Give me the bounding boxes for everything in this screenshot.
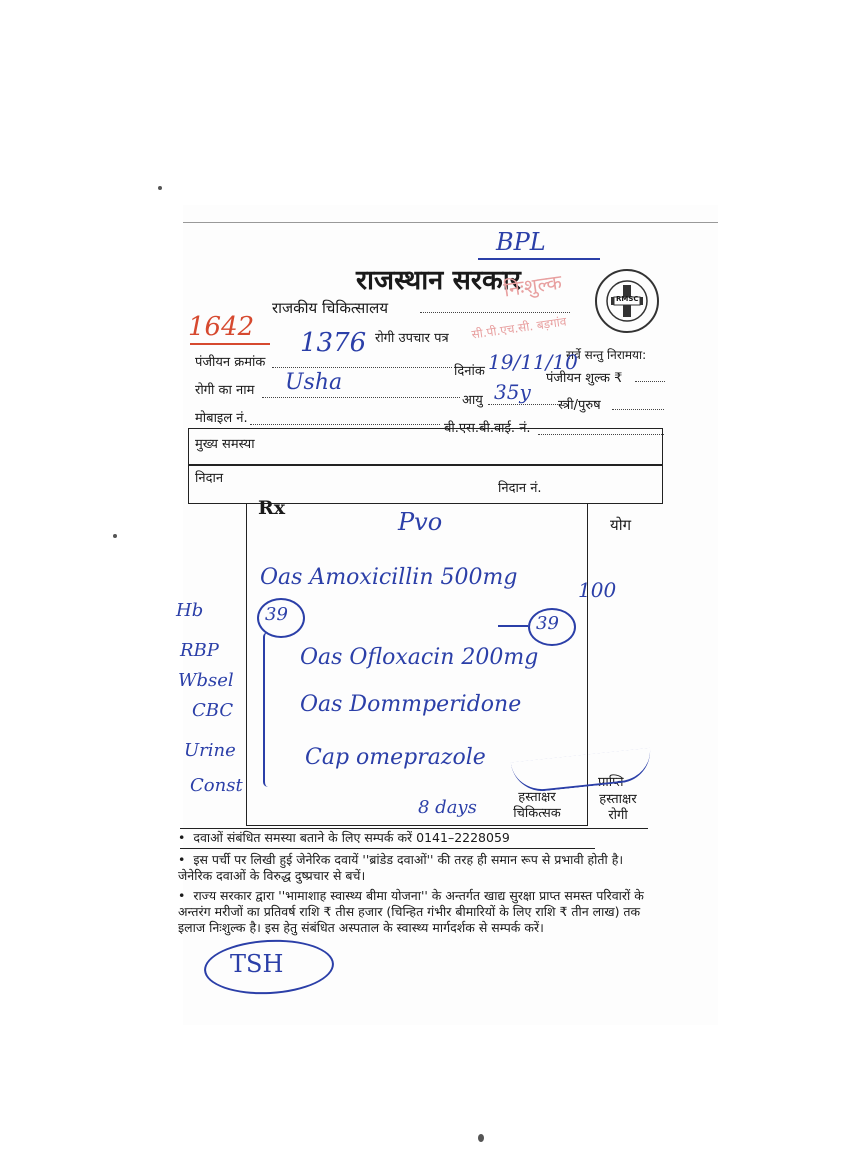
top-rule [183,222,718,223]
hospital-label: राजकीय चिकित्सालय [272,299,389,317]
fee-label: पंजीयन शुल्क ₹ [546,371,623,386]
number-red-underline [190,343,270,345]
main-problem-box [188,428,663,466]
total-label: योग [610,516,632,534]
side-item-6: Const [190,775,243,796]
category-handwriting: BPL [496,228,546,256]
page-title: राजस्थान सरकार [356,265,521,296]
patient-sign-label: हस्ताक्षर रोगी [599,792,637,823]
age-dots [488,404,558,405]
rx-line1-qty-handwriting: 100 [578,578,617,602]
gender-dots [612,409,664,410]
name-dots [262,397,460,398]
mobile-label: मोबाइल नं. [195,411,248,426]
doctor-sign-label: हस्ताक्षर चिकित्सक [513,790,561,821]
logo-text: RMSC [616,295,639,303]
rx-label: Rx [258,497,286,519]
circle-dash [498,625,528,627]
age-handwriting: 35y [494,380,531,404]
rx-line1-handwriting: Oas Amoxicillin 500mg [260,565,518,590]
rx-top-handwriting: Pvo [398,508,443,536]
note-3-text: राज्य सरकार द्वारा ''भामाशाह स्वास्थ्य बीमा योजना'' के अन्तर्गत खाद्य सुरक्षा प्राप्त समस्त परिवारों के अन्तरंग मरीजों का प्रतिवर्ष राशि ₹ तीस हजार (चिन्हित गंभीर बीमारियों के लिए राशि ₹ तीन लाख) तक इलाज निःशुल्क है। इस हेतु संबंधित अस्पताल के स्वास्थ्य मार्गदर्शक से सम्पर्क करें। [178,888,644,935]
note-1-text: दवाओं संबंधित समस्या बताने के लिए सम्पर्क करें 0141–2228059 [193,830,510,845]
circle-left-handwriting: 39 [265,604,288,625]
bullet-1: • [178,830,194,845]
date-handwriting: 19/11/10 [488,350,578,374]
diagnosis-label: निदान [195,471,224,486]
side-item-3: Wbsel [178,670,234,691]
notes-rule [180,828,648,829]
bullet-3: • [178,888,194,903]
age-label: आयु [462,393,483,408]
stamp-line2: सी.पी.एच.सी. बड़गांव [470,314,568,342]
number-red-handwriting: 1642 [188,312,255,342]
rx-line3-handwriting: Oas Dommperidone [300,692,522,717]
registration-label: पंजीयन क्रमांक [195,355,266,370]
mobile-dots [250,424,440,425]
note-2-text: इस पर्ची पर लिखी हुई जेनेरिक दवायें ''ब्रांडेड दवाओं'' की तरह ही समान रूप से प्रभावी होती है। जेनेरिक दवाओं के विरुद्ध दुष्प्रचार से बचें। [178,852,624,883]
rx-line2-handwriting: Oas Ofloxacin 200mg [300,645,539,670]
gender-label: स्त्री/पुरुष [558,398,601,413]
side-item-1: Hb [176,600,204,621]
stamp-line1: निःशुल्क [502,269,564,302]
main-problem-label: मुख्य समस्या [195,437,255,452]
tsh-handwriting: TSH [230,950,284,978]
patient-name-label: रोगी का नाम [195,383,255,398]
side-item-5: Urine [184,740,236,761]
rx-line5-handwriting: 8 days [418,797,477,818]
rx-line4-handwriting: Cap omeprazole [305,745,486,770]
registration-dots [272,367,452,368]
speck-2 [113,534,117,538]
number-blue-handwriting: 1376 [300,328,367,358]
motto: सर्वे सन्तु निरामया: [566,348,647,362]
note-2 [178,852,648,884]
note-1 [178,830,648,846]
speck-1 [158,186,162,190]
form-name: रोगी उपचार पत्र [375,331,449,346]
rmsc-logo [594,268,660,334]
date-label: दिनांक [454,364,485,379]
side-item-4: CBC [192,700,234,721]
diagnosis-no-label: निदान नं. [498,481,542,496]
note-3 [178,888,648,936]
patient-name-handwriting: Usha [285,370,343,395]
fee-dots [635,381,665,382]
notes-rule-2 [180,848,595,849]
receipt-label: प्राप्ति [598,775,624,790]
side-item-2: RBP [180,640,219,661]
speck-3 [478,1134,484,1142]
circle-right-handwriting: 39 [536,613,559,634]
bsby-label: बी.एस.बी.वाई. नं. [444,421,531,436]
bullet-2: • [178,852,194,867]
bracket-line [263,632,273,787]
